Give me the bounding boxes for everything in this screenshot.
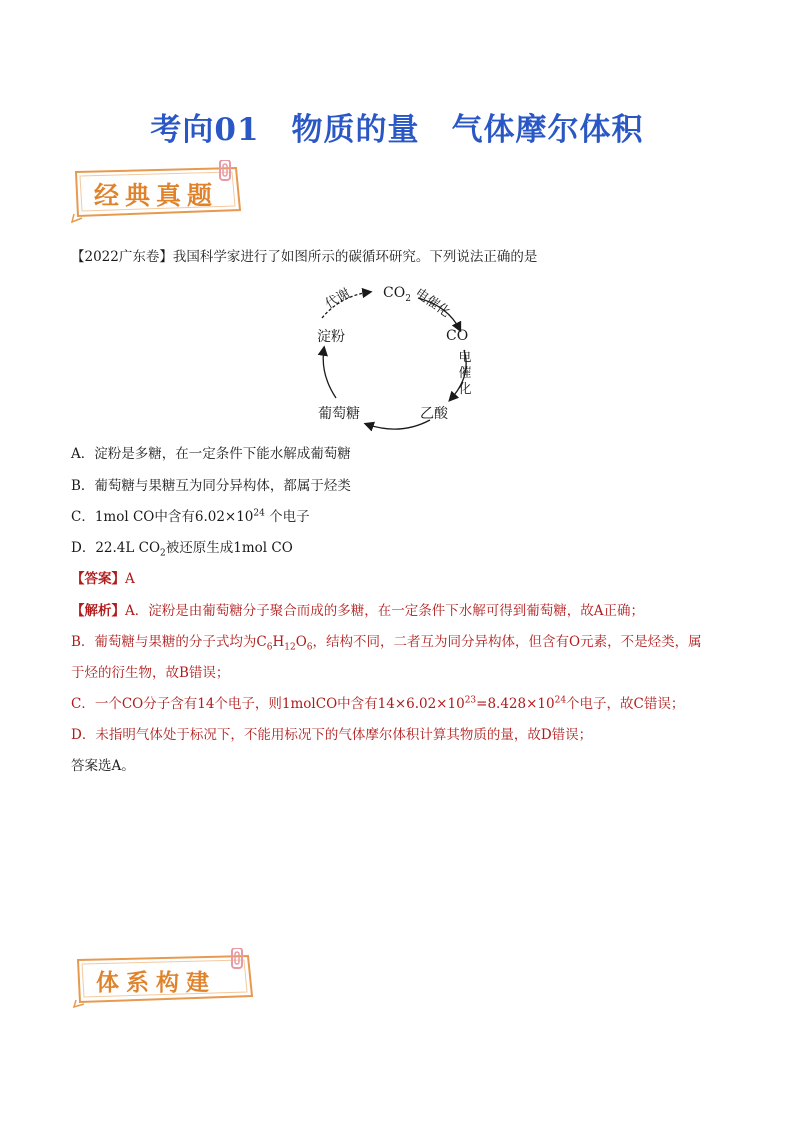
- question-stem: [71, 247, 537, 267]
- analysis-line-2: B．葡萄糖与果糖的分子式均为$C_6H_{12}O_6$，结构不同，二者互为同分异构体，但含有O元素，不是烃类，属: [71, 634, 702, 653]
- banner-title: 体系构建: [96, 969, 216, 996]
- option-c: C．1mol CO中含有$6.02\times 10^{24}$ 个电子: [71, 508, 310, 525]
- page-title: 考向01 物质的量 气体摩尔体积: [150, 112, 644, 148]
- question-text: 我国科学家进行了如图所示的碳循环研究。下列说法正确的是: [172, 249, 538, 265]
- carbon-cycle-diagram: [300, 282, 500, 437]
- label-acetic-acid: 乙酸: [420, 406, 448, 422]
- answer-value: A: [125, 571, 135, 587]
- label-co2: $CO_2$: [383, 285, 411, 304]
- analysis-label: 【解析】: [71, 603, 125, 619]
- analysis-line-3: 于烃的衍生物，故B错误；: [71, 665, 230, 681]
- banner-classic-questions: [70, 160, 245, 225]
- analysis-line-4: C．一个CO分子含有14个电子，则1molCO中含有$14\times 6.02\times 10^{23}=8.428\times 10^{24}$个电子，故C错误；: [71, 695, 685, 712]
- question-source: 【2022广东卷】: [71, 249, 173, 265]
- option-d: D．22.4L $CO_2$被还原生成1mol CO: [71, 540, 293, 559]
- analysis-line-1: 【解析】A．淀粉是由葡萄糖分子聚合而成的多糖，在一定条件下水解可得到葡萄糖，故A正确；: [71, 603, 644, 619]
- banner-system-construction: [72, 948, 257, 1008]
- label-electrocatalysis-2: 电 催 化: [458, 350, 472, 397]
- label-co: CO: [446, 328, 469, 344]
- label-starch: 淀粉: [317, 329, 345, 345]
- answer: [71, 569, 135, 589]
- banner-title: 经典真题: [94, 181, 219, 210]
- label-glucose: 葡萄糖: [318, 406, 360, 422]
- option-b: B．葡萄糖与果糖互为同分异构体，都属于烃类: [71, 478, 351, 494]
- analysis-conclusion: 答案选A。: [71, 758, 135, 774]
- option-a: A．淀粉是多糖，在一定条件下能水解成葡萄糖: [71, 446, 351, 462]
- answer-label: 【答案】: [71, 571, 125, 587]
- label-metabolism: 代谢: [322, 286, 354, 313]
- analysis-line-5: D．未指明气体处于标况下，不能用标况下的气体摩尔体积计算其物质的量，故D错误；: [71, 727, 593, 743]
- label-electrocatalysis-1: 电催化: [412, 285, 453, 321]
